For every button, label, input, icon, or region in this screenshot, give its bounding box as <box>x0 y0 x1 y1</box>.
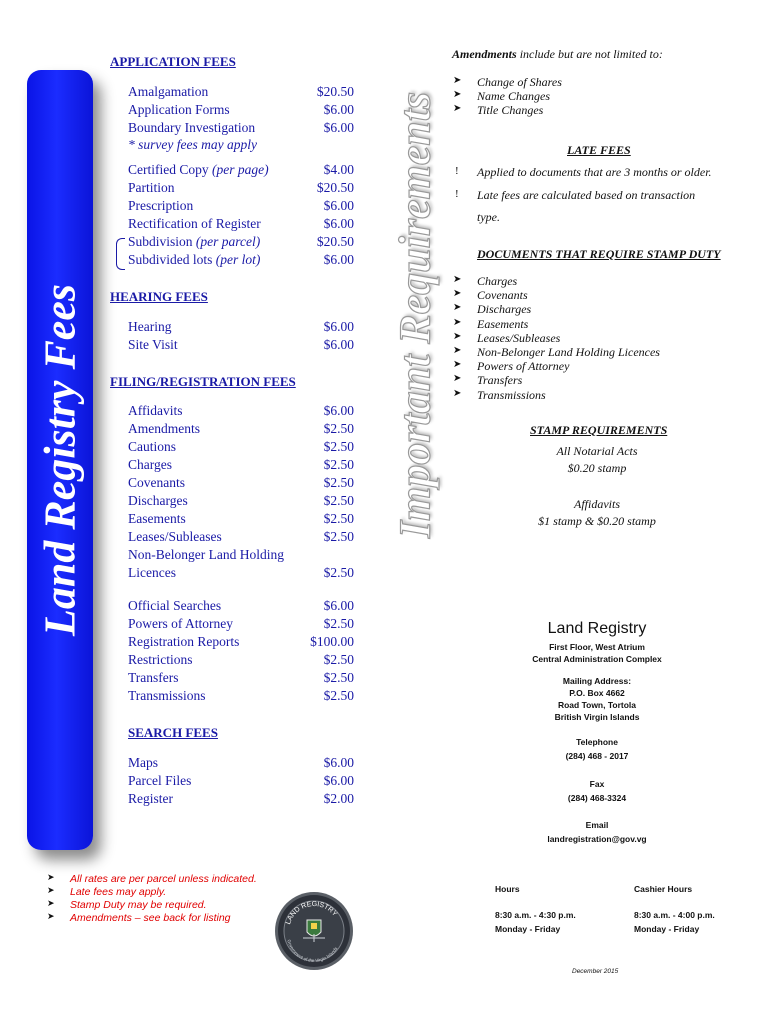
fee-value: $2.50 <box>323 616 354 631</box>
arrow-bullet-icon: ➤ <box>453 89 462 100</box>
fee-label-text: Charges <box>128 457 172 472</box>
fee-label <box>128 162 269 178</box>
arrow-bullet-icon: ➤ <box>453 103 462 114</box>
fee-label <box>128 252 260 268</box>
cashier-hours-days: Monday - Friday <box>634 924 700 934</box>
cashier-hours-time: 8:30 a.m. - 4:00 p.m. <box>634 910 715 920</box>
stamp-duty-item: Covenants <box>477 288 528 303</box>
contact-line: P.O. Box 4662 <box>569 688 625 698</box>
fee-value: $6.00 <box>323 403 354 418</box>
stamp-requirements-heading: STAMP REQUIREMENTS <box>530 423 668 437</box>
fee-label <box>128 198 193 214</box>
fee-label-text: Registration Reports <box>128 634 240 649</box>
cashier-hours-heading: Cashier Hours <box>634 884 693 894</box>
fee-label <box>128 84 208 100</box>
stamp-duty-item: Transmissions <box>477 387 546 402</box>
fee-value: $2.50 <box>323 511 354 526</box>
arrow-bullet-icon: ➤ <box>453 274 462 285</box>
fee-value: $2.50 <box>323 688 354 703</box>
fee-label-text: Amalgamation <box>128 84 209 99</box>
exclamation-bullet-icon: ! <box>455 165 459 177</box>
fee-label-text: Prescription <box>128 198 194 213</box>
fee-label-text: Amendments <box>128 421 200 436</box>
contact-line: (284) 468-3324 <box>567 793 627 803</box>
fee-label-text: Discharges <box>128 493 188 508</box>
fee-label <box>128 634 239 650</box>
contact-line: Central Administration Complex <box>532 654 662 664</box>
late-fee-item: Applied to documents that are 3 months or older. <box>477 165 712 179</box>
stamp-duty-item: Powers of Attorney <box>477 359 570 374</box>
fee-label <box>128 137 257 153</box>
fee-value: $2.50 <box>323 493 354 508</box>
amendment-item: Title Changes <box>477 103 544 117</box>
stamp-requirement-line: $0.20 stamp <box>567 461 627 475</box>
footnote: Stamp Duty may be required. <box>70 899 207 911</box>
fee-label <box>128 511 186 527</box>
section-heading-hearing: HEARING FEES <box>110 289 208 304</box>
fee-value: $6.00 <box>323 198 354 213</box>
seal-subtext: Government of the Virgin Islands <box>286 938 339 964</box>
fee-label <box>128 421 200 437</box>
fee-label-text: Transmissions <box>128 688 206 703</box>
arrow-bullet-icon: ➤ <box>453 345 462 356</box>
fee-label <box>128 688 206 704</box>
stamp-duty-item: Discharges <box>477 302 532 317</box>
exclamation-bullet-icon: ! <box>455 188 459 200</box>
fee-label-text: Covenants <box>128 475 185 490</box>
fee-value: $4.00 <box>323 162 354 177</box>
fee-value: $20.50 <box>316 234 354 249</box>
contact-line: First Floor, West Atrium <box>549 642 645 652</box>
fee-label-text: Subdivision <box>128 234 193 249</box>
fee-label <box>128 755 158 771</box>
arrow-bullet-icon: ➤ <box>453 316 462 328</box>
fee-value: $2.50 <box>323 652 354 667</box>
arrow-bullet-icon: ➤ <box>453 373 462 385</box>
fee-label-text: Easements <box>128 511 186 526</box>
contact-line: (284) 468 - 2017 <box>565 751 629 761</box>
amendments-intro: Amendments include but are not limited to: <box>452 47 663 61</box>
fee-label-text: Subdivided lots <box>128 252 213 267</box>
fee-value: $6.00 <box>323 319 354 334</box>
fee-value: $6.00 <box>323 755 354 770</box>
hours-days: Monday - Friday <box>495 924 561 934</box>
sidebar-title: Land Registry Fees <box>35 284 85 636</box>
fee-label-text: Official Searches <box>128 598 222 613</box>
sidebar-banner <box>27 70 93 850</box>
fee-value: $2.00 <box>323 791 354 806</box>
fee-label <box>128 439 176 455</box>
fee-label <box>128 180 175 196</box>
fee-value: $6.00 <box>323 598 354 613</box>
fee-label-text: Affidavits <box>128 403 183 418</box>
fee-label-text: Application Forms <box>128 102 230 117</box>
contact-line: Road Town, Tortola <box>557 700 637 710</box>
hours-time: 8:30 a.m. - 4:30 p.m. <box>495 910 576 920</box>
fee-label <box>128 234 260 250</box>
fee-value: $20.50 <box>316 84 354 99</box>
fee-value: $2.50 <box>323 565 354 580</box>
amendment-item: Name Changes <box>477 89 550 103</box>
fee-value: $100.00 <box>310 634 354 649</box>
arrow-bullet-icon: ➤ <box>453 387 462 399</box>
contact-line: Fax <box>589 779 605 789</box>
fee-label-text: Non-Belonger Land Holding <box>128 547 284 562</box>
fee-label <box>128 493 188 509</box>
stamp-duty-item: Non-Belonger Land Holding Licences <box>477 345 660 359</box>
arrow-bullet-icon: ➤ <box>453 75 462 86</box>
fee-value: $6.00 <box>323 252 354 267</box>
land-registry-seal <box>273 890 355 972</box>
fee-label-text: Hearing <box>128 319 172 334</box>
fee-label-text: Site Visit <box>128 337 178 352</box>
footnote: Late fees may apply. <box>70 886 167 898</box>
fee-label <box>128 337 178 353</box>
footnote-bullet-icon: ➤ <box>47 911 55 921</box>
fee-label <box>128 791 173 807</box>
fee-value: $2.50 <box>323 421 354 436</box>
date: December 2015 <box>572 968 619 975</box>
fee-value: $6.00 <box>323 216 354 231</box>
section-heading-search: SEARCH FEES <box>128 725 218 740</box>
amendment-item: Change of Shares <box>477 75 562 89</box>
fee-label <box>128 652 193 668</box>
fee-label <box>128 616 233 632</box>
fee-value: $2.50 <box>323 475 354 490</box>
fee-label-note: (per lot) <box>215 252 261 267</box>
stamp-requirement-line: $1 stamp & $0.20 stamp <box>538 514 656 528</box>
late-fee-item: type. <box>477 210 500 224</box>
arrow-bullet-icon: ➤ <box>453 288 462 300</box>
fee-label <box>128 403 183 419</box>
fee-value: $6.00 <box>323 337 354 352</box>
stamp-duty-item: Easements <box>477 316 529 331</box>
fee-value: $2.50 <box>323 439 354 454</box>
stamp-requirement-line: Affidavits <box>574 497 620 511</box>
stamp-duty-item: Transfers <box>477 373 523 388</box>
fee-label-text: Parcel Files <box>128 773 192 788</box>
fee-label-text: Powers of Attorney <box>128 616 233 631</box>
fee-label <box>128 216 261 232</box>
fee-label <box>128 773 191 789</box>
footnote: Amendments – see back for listing <box>70 912 231 924</box>
contact-line: landregistration@gov.vg <box>547 834 647 844</box>
fee-label-text: Transfers <box>128 670 179 685</box>
fee-label <box>128 565 176 581</box>
late-fees-heading: LATE FEES <box>567 143 631 157</box>
footnote-bullet-icon: ➤ <box>47 898 55 908</box>
contact-line: British Virgin Islands <box>554 712 640 722</box>
fee-label <box>128 319 171 335</box>
contact-name: Land Registry <box>547 620 647 637</box>
footnote-bullet-icon: ➤ <box>47 885 55 895</box>
fee-label-text: Register <box>128 791 173 806</box>
stamp-requirement-line: All Notarial Acts <box>556 444 638 458</box>
important-requirements-title: Important Requirements <box>390 91 440 539</box>
fee-label <box>128 670 179 686</box>
contact-line: Mailing Address: <box>562 676 632 686</box>
fee-label-text: Rectification of Register <box>128 216 261 231</box>
fee-label-text: Licences <box>128 565 176 580</box>
hours-heading: Hours <box>495 884 520 894</box>
fee-label-text: Certified Copy <box>128 162 209 177</box>
seal-text: LAND REGISTRY <box>284 900 339 926</box>
contact-line: Email <box>585 820 609 830</box>
fee-label-text: Maps <box>128 755 158 770</box>
arrow-bullet-icon: ➤ <box>453 359 462 371</box>
fee-value: $2.50 <box>323 670 354 685</box>
fee-value: $6.00 <box>323 120 354 135</box>
stamp-duty-item: Charges <box>477 274 518 288</box>
arrow-bullet-icon: ➤ <box>453 302 462 314</box>
fee-label-text: Restrictions <box>128 652 193 667</box>
fee-label-note: (per parcel) <box>195 234 261 249</box>
fee-label-note: (per page) <box>212 162 269 177</box>
late-fee-item: Late fees are calculated based on transaction <box>477 188 696 202</box>
fee-label-text: Leases/Subleases <box>128 529 222 544</box>
fee-value: $6.00 <box>323 773 354 788</box>
fee-value: $2.50 <box>323 457 354 472</box>
fee-label <box>128 475 185 491</box>
footnote-bullet-icon: ➤ <box>47 872 55 882</box>
contact-line: Telephone <box>576 737 618 747</box>
section-heading-filing: FILING/REGISTRATION FEES <box>110 374 296 389</box>
fee-label-text: Cautions <box>128 439 177 454</box>
footnote: All rates are per parcel unless indicated. <box>70 873 257 885</box>
fee-label-text: * survey fees may apply <box>128 137 257 152</box>
fee-value: $2.50 <box>323 529 354 544</box>
fee-label <box>128 598 221 614</box>
fee-label-text: Boundary Investigation <box>128 120 256 135</box>
fee-label <box>128 547 284 563</box>
fee-label-text: Partition <box>128 180 175 195</box>
fee-value: $20.50 <box>316 180 354 195</box>
section-heading-application: APPLICATION FEES <box>110 54 236 69</box>
arrow-bullet-icon: ➤ <box>453 330 462 342</box>
fee-label <box>128 457 172 473</box>
subdivision-brace <box>116 238 125 270</box>
fee-label <box>128 529 222 545</box>
stamp-duty-heading: DOCUMENTS THAT REQUIRE STAMP DUTY <box>477 247 721 261</box>
fee-label <box>128 102 230 118</box>
fee-value: $6.00 <box>323 102 354 117</box>
fee-label <box>128 120 255 136</box>
stamp-duty-item: Leases/Subleases <box>477 330 561 345</box>
